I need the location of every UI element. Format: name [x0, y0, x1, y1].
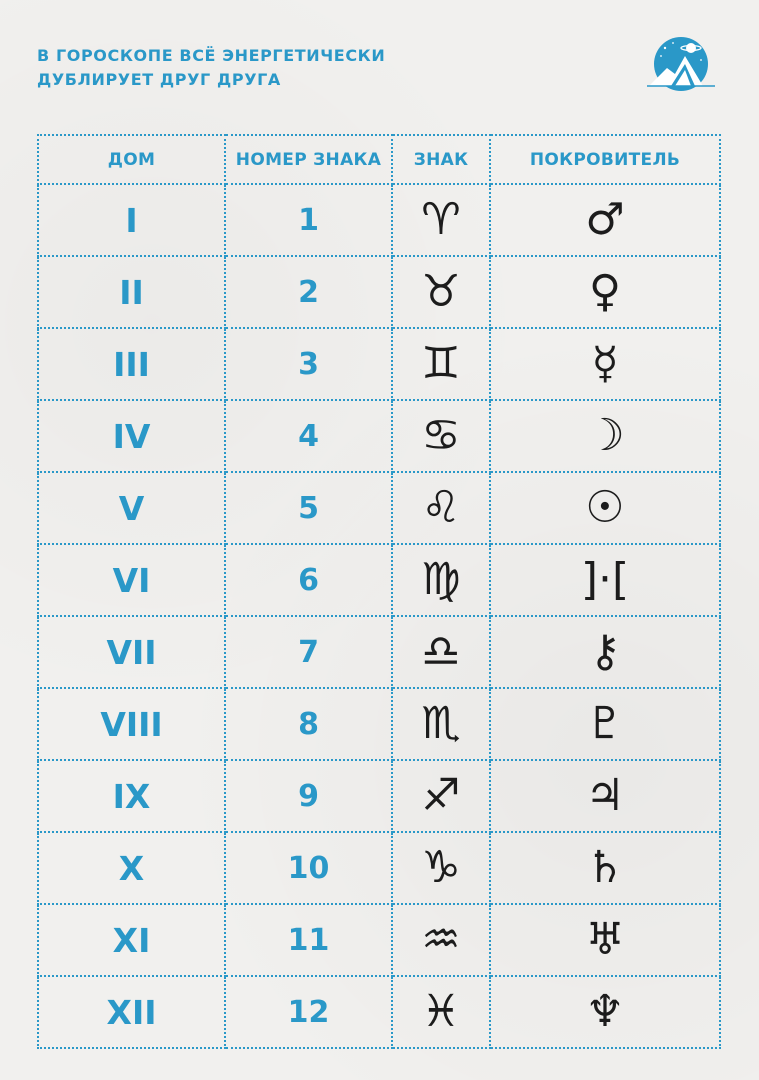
- sign-number-cell: [225, 256, 392, 328]
- sagittarius-icon: ♐: [421, 770, 461, 821]
- house-number-cell: [38, 544, 225, 616]
- sign-number-cell: 11: [287, 922, 330, 958]
- column-header-sign-number: НОМЕР ЗНАКА: [225, 135, 392, 184]
- mars-icon: ♂: [585, 194, 625, 245]
- title-line-1: В ГОРОСКОПЕ ВСЁ ЭНЕРГЕТИЧЕСКИ: [37, 46, 386, 65]
- table-row: [38, 400, 720, 472]
- table-row: [38, 976, 720, 1048]
- leo-icon: ♌: [421, 482, 461, 533]
- house-number-cell: VIII: [100, 704, 163, 744]
- house-number-cell: II: [119, 272, 144, 312]
- proserpina-cell: [490, 544, 720, 616]
- column-header-ruler: ПОКРОВИТЕЛЬ: [490, 135, 720, 184]
- house-number-cell: III: [113, 344, 150, 384]
- sign-number-cell: 2: [298, 274, 319, 310]
- houses-table: [37, 134, 721, 1049]
- sign-number-cell: [225, 976, 392, 1048]
- house-number-cell: IV: [112, 416, 151, 456]
- virgo-icon: ♍: [421, 554, 461, 605]
- column-header-sign: ЗНАК: [392, 135, 490, 184]
- table-row: [38, 760, 720, 832]
- moon-icon: ☽: [585, 410, 625, 461]
- gemini-cell: [392, 328, 490, 400]
- pluto-icon: ♇: [585, 698, 625, 749]
- taurus-cell: [392, 256, 490, 328]
- house-number-cell: [38, 184, 225, 256]
- house-number-cell: [38, 472, 225, 544]
- house-number-cell: [38, 688, 225, 760]
- pluto-cell: [490, 688, 720, 760]
- house-number-cell: [38, 256, 225, 328]
- jupiter-icon: ♃: [585, 770, 625, 821]
- chiron-icon: ⚷: [588, 626, 622, 677]
- table-row: [38, 616, 720, 688]
- sign-number-cell: 7: [298, 634, 319, 670]
- house-number-cell: [38, 328, 225, 400]
- aquarius-cell: [392, 904, 490, 976]
- house-number-cell: [38, 976, 225, 1048]
- planet-mountain-logo-icon: [645, 34, 717, 96]
- saturn-cell: [490, 832, 720, 904]
- sign-number-cell: [225, 400, 392, 472]
- sign-number-cell: 8: [298, 706, 319, 742]
- gemini-icon: ♊: [421, 338, 461, 389]
- sagittarius-cell: [392, 760, 490, 832]
- moon-cell: [490, 400, 720, 472]
- house-number-cell: XI: [112, 920, 151, 960]
- house-number-cell: VII: [106, 632, 157, 672]
- chiron-cell: [490, 616, 720, 688]
- title-line-2: ДУБЛИРУЕТ ДРУГ ДРУГА: [37, 70, 281, 89]
- cancer-cell: [392, 400, 490, 472]
- table-row: [38, 688, 720, 760]
- mercury-icon: ☿: [591, 338, 619, 389]
- sign-number-cell: 1: [298, 202, 319, 238]
- sign-number-cell: 12: [287, 994, 330, 1030]
- sign-number-cell: 10: [287, 850, 330, 886]
- sign-number-cell: 3: [298, 346, 319, 382]
- sun-icon: ☉: [585, 482, 625, 533]
- aries-cell: [392, 184, 490, 256]
- virgo-cell: [392, 544, 490, 616]
- cancer-icon: ♋: [421, 410, 461, 461]
- house-number-cell: [38, 832, 225, 904]
- scorpio-cell: [392, 688, 490, 760]
- venus-cell: [490, 256, 720, 328]
- libra-cell: [392, 616, 490, 688]
- sun-cell: [490, 472, 720, 544]
- table-row: [38, 472, 720, 544]
- pisces-icon: ♓: [421, 986, 461, 1037]
- mars-cell: [490, 184, 720, 256]
- house-number-cell: V: [118, 488, 145, 528]
- house-number-cell: IX: [112, 776, 151, 816]
- neptune-cell: [490, 976, 720, 1048]
- column-header-house: ДОМ: [38, 135, 225, 184]
- house-number-cell: X: [118, 848, 145, 888]
- libra-icon: ♎: [421, 626, 461, 677]
- house-number-cell: [38, 400, 225, 472]
- sign-number-cell: [225, 832, 392, 904]
- sign-number-cell: [225, 760, 392, 832]
- sign-number-cell: [225, 328, 392, 400]
- table-body: [38, 184, 720, 1048]
- uranus-icon: ♅: [585, 914, 625, 965]
- table-row: [38, 256, 720, 328]
- table-row: [38, 904, 720, 976]
- mercury-cell: [490, 328, 720, 400]
- table-row: [38, 328, 720, 400]
- house-number-cell: VI: [112, 560, 151, 600]
- neptune-icon: ♆: [585, 986, 625, 1037]
- house-number-cell: [38, 904, 225, 976]
- house-number-cell: [38, 760, 225, 832]
- sign-number-cell: [225, 616, 392, 688]
- aries-icon: ♈: [421, 194, 461, 245]
- sign-number-cell: 6: [298, 562, 319, 598]
- table-row: [38, 832, 720, 904]
- uranus-cell: [490, 904, 720, 976]
- sign-number-cell: [225, 688, 392, 760]
- sign-number-cell: 9: [298, 778, 319, 814]
- leo-cell: [392, 472, 490, 544]
- venus-icon: ♀: [588, 266, 622, 317]
- sign-number-cell: [225, 904, 392, 976]
- house-number-cell: [38, 616, 225, 688]
- table-row: [38, 184, 720, 256]
- sign-number-cell: [225, 472, 392, 544]
- pisces-cell: [392, 976, 490, 1048]
- sign-number-cell: 4: [298, 418, 319, 454]
- table-header-row: [38, 135, 720, 184]
- table-row: [38, 544, 720, 616]
- house-number-cell: I: [125, 200, 138, 240]
- house-number-cell: XII: [106, 992, 157, 1032]
- saturn-icon: ♄: [585, 842, 625, 893]
- page-title: [37, 44, 385, 92]
- capricorn-icon: ♑: [421, 842, 461, 893]
- jupiter-cell: [490, 760, 720, 832]
- proserpina-icon: ]·[: [580, 554, 630, 605]
- scorpio-icon: ♏: [421, 698, 461, 749]
- taurus-icon: ♉: [421, 266, 461, 317]
- aquarius-icon: ♒: [421, 914, 461, 965]
- sign-number-cell: 5: [298, 490, 319, 526]
- sign-number-cell: [225, 184, 392, 256]
- capricorn-cell: [392, 832, 490, 904]
- sign-number-cell: [225, 544, 392, 616]
